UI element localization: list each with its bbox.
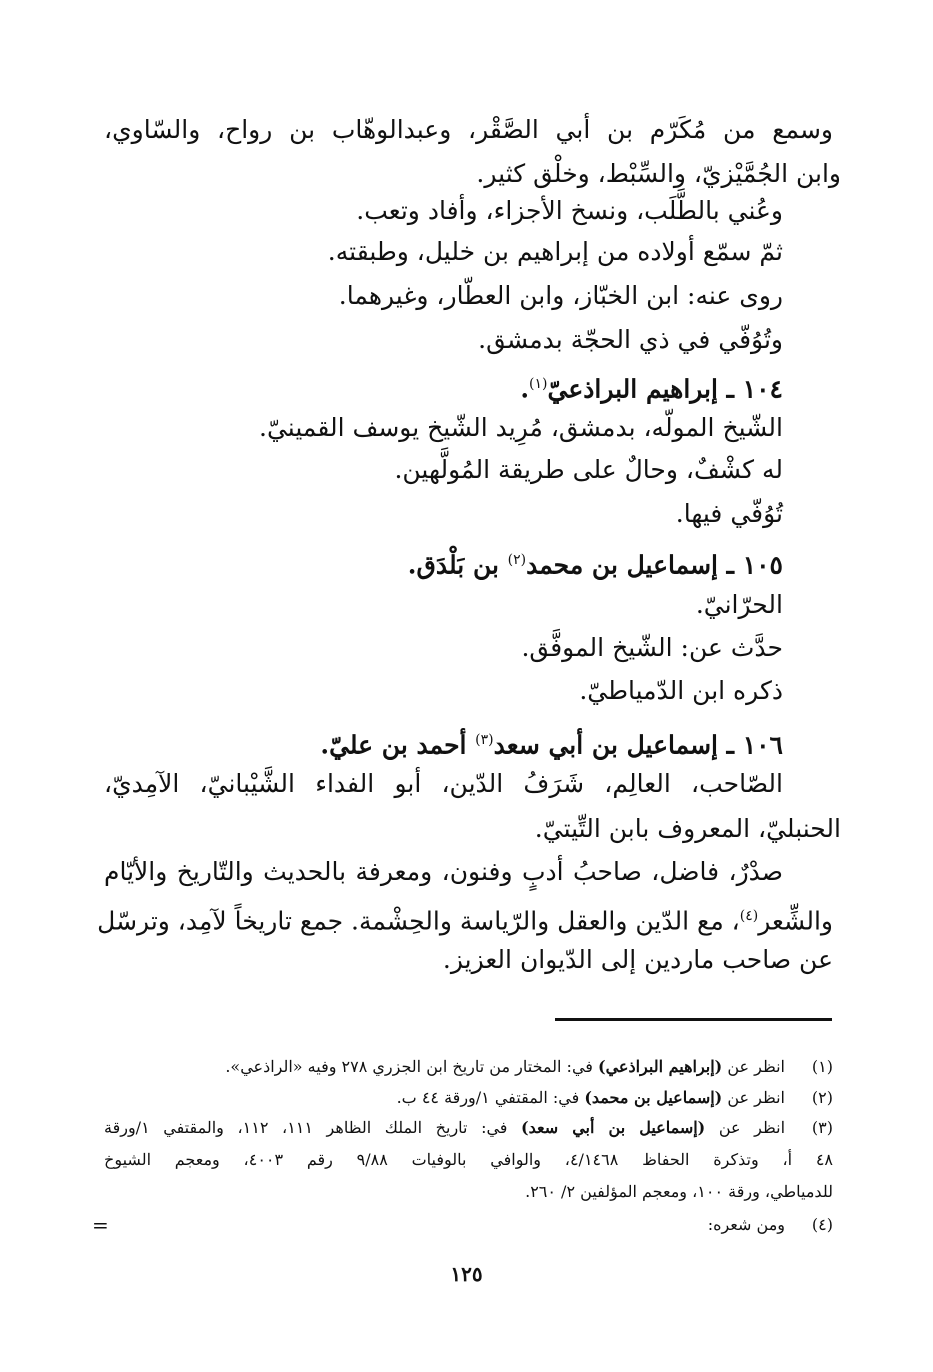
- footnote-text: في: تاريخ الملك الظاهر ١١١، ١١٢، والمقتفي ١/ورقة: [104, 1118, 522, 1137]
- entry-heading-105: [408, 540, 783, 585]
- body-line: الحنبليّ، المعروف بابن التِّيتيّ.: [534, 814, 841, 843]
- body-line: صدْرٌ، فاضل، صاحبُ أدبٍ وفنون، ومعرفة بالحديث والتّاريخ والأيّام: [104, 857, 783, 886]
- footnote-text: انظر عن: [722, 1057, 785, 1076]
- footnote-text: في: المقتفي ١/ورقة ٤٤ ب.: [396, 1088, 585, 1107]
- footnote-number: (٣): [811, 1118, 834, 1137]
- body-line: وعُني بالطَّلَب، ونسخ الأجزاء، وأفاد وتعب.: [356, 196, 783, 225]
- footnote-1: [104, 1054, 833, 1079]
- footnote-subject: (إسماعيل بن محمد): [584, 1088, 723, 1107]
- body-text: ، مع الدّين والعقل والرّياسة والحِشْمة. جمع تاريخاً لآمِد، وترسّل: [97, 906, 740, 936]
- heading-end: .: [520, 374, 530, 404]
- body-line: ثمّ سمّع أولاده من إبراهيم بن خليل، وطبقته.: [327, 237, 783, 266]
- page-number: ١٢٥: [450, 1262, 483, 1286]
- footnote-number: (٢): [811, 1088, 833, 1107]
- body-line: الصّاحب، العالِم، شَرَفُ الدّين، أبو الفداء الشَّيْبانيّ، الآمِديّ،: [104, 769, 783, 798]
- heading-text: ١٠٦ ـ إسماعيل بن أبي سعد: [493, 730, 783, 760]
- body-line: وابن الجُمَّيْزيّ، والسِّبْط، وخلْق كثير.: [476, 159, 841, 188]
- footnote-text: انظر عن: [705, 1118, 786, 1137]
- body-line: الحرّانيّ.: [695, 590, 783, 619]
- footnote-3-line-3: للدمياطي، ورقة ١٠٠، ومعجم المؤلفين ٢/ ٢٦٠.: [525, 1182, 833, 1201]
- heading-end: بن بَلْدَق.: [407, 550, 508, 580]
- heading-end: أحمد بن عليّ.: [320, 730, 476, 760]
- footnote-3: [104, 1115, 833, 1140]
- continuation-mark: =: [92, 1213, 109, 1237]
- footnote-ref: (٢): [507, 552, 527, 568]
- body-line: تُوُفّي فيها.: [675, 499, 783, 528]
- heading-text: ١٠٥ ـ إسماعيل بن محمد: [526, 550, 783, 580]
- entry-heading-106: [320, 720, 783, 765]
- footnote-separator: [555, 1018, 832, 1021]
- footnote-ref: (٣): [475, 732, 494, 748]
- body-line: وتُوُفّي في ذي الحجّة بدمشق.: [478, 325, 783, 354]
- footnote-subject: (إبراهيم البراذعي): [598, 1057, 723, 1076]
- footnote-ref: (٤): [739, 908, 759, 924]
- body-text: والشِّعر: [758, 906, 833, 936]
- body-line: الشّيخ المولّه، بدمشق، مُرِيد الشّيخ يوسف القمينيّ.: [259, 413, 783, 442]
- footnote-subject: (إسماعيل بن أبي سعد): [521, 1118, 706, 1137]
- footnote-3-line-2: ٤٨ أ، وتذكرة الحفاظ ٤/١٤٦٨، والوافي بالوفيات ٩/٨٨ رقم ٤٠٠٣، ومعجم الشيوخ: [104, 1150, 834, 1169]
- footnote-text: انظر عن: [722, 1088, 785, 1107]
- entry-heading-104: [520, 364, 783, 409]
- body-line: حدَّث عن: الشّيخ الموفَّق.: [521, 633, 783, 662]
- body-line: عن صاحب ماردين إلى الدّيوان العزيز.: [442, 945, 833, 974]
- body-line: [97, 896, 833, 941]
- body-line: روى عنه: ابن الخبّاز، وابن العطّار، وغيرهما.: [338, 281, 783, 310]
- footnote-number: (٤): [811, 1215, 833, 1234]
- body-line: ذكره ابن الدّمياطيّ.: [579, 676, 783, 705]
- footnote-number: (١): [811, 1057, 833, 1076]
- heading-text: ١٠٤ ـ إبراهيم البراذعيّ: [547, 374, 783, 404]
- body-line: له كشْفٌ، وحالٌ على طريقة المُولَّهين.: [394, 455, 783, 484]
- footnote-2: [104, 1085, 833, 1110]
- body-line: وسمع من مُكَرّم بن أبي الصَّقْر، وعبدالوهّاب بن رواح، والسّاوي،: [104, 115, 833, 144]
- footnote-ref: (١): [529, 376, 548, 392]
- footnote-4: [104, 1212, 833, 1237]
- footnote-text: في: المختار من تاريخ ابن الجزري ٢٧٨ وفيه «الراذعي».: [225, 1057, 599, 1076]
- footnote-text: ومن شعره:: [707, 1215, 785, 1234]
